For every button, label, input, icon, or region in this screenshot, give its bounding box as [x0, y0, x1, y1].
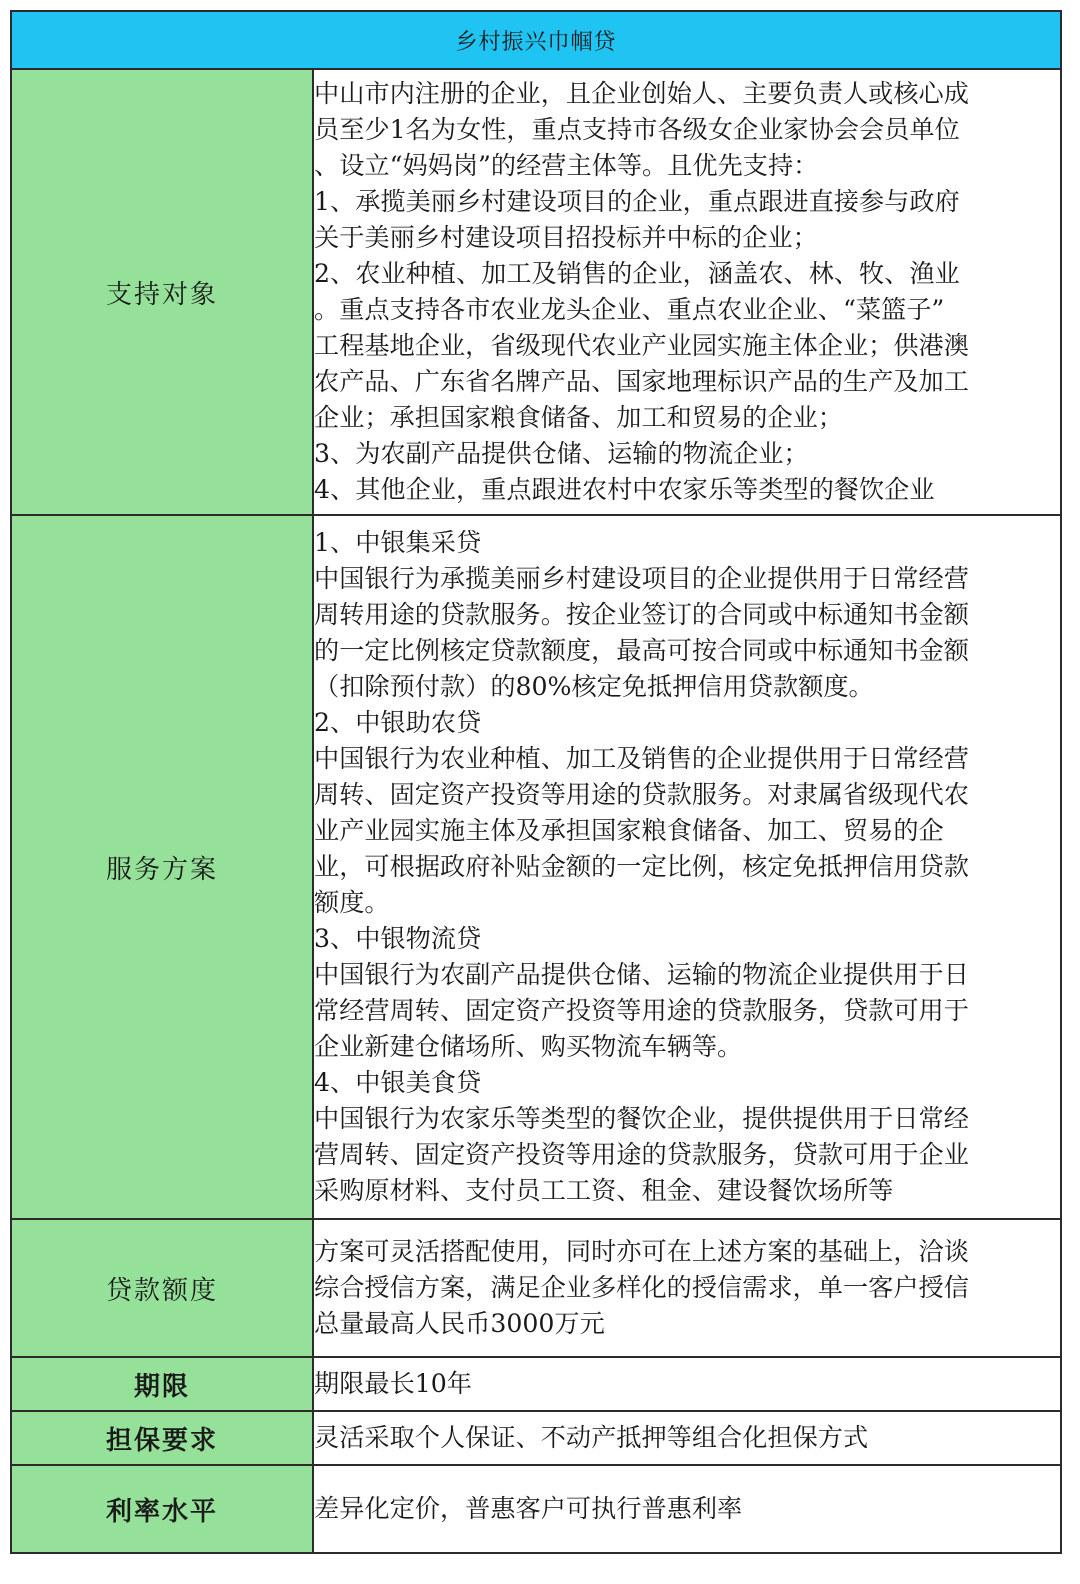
- text-line: 周转用途的贷款服务。按企业签订的合同或中标通知书金额: [314, 600, 969, 629]
- text-line: 企业；承担国家粮食储备、加工和贸易的企业；: [314, 403, 843, 432]
- title-row: [11, 11, 1061, 69]
- text-line: （扣除预付款）的80%核定免抵押信用贷款额度。: [314, 672, 874, 701]
- text-line: 。重点支持各市农业龙头企业、重点农业企业、“菜篮子”: [314, 295, 945, 324]
- text-line: 采购原材料、支付员工工资、租金、建设餐饮场所等: [314, 1176, 894, 1205]
- text-line: 综合授信方案，满足企业多样化的授信需求，单一客户授信: [314, 1273, 969, 1302]
- table-row-interest-rate: [11, 1465, 1061, 1553]
- text-line: 3、为农副产品提供仓储、运输的物流企业；: [314, 439, 809, 468]
- table-row-support-target: [11, 69, 1061, 515]
- text-line: 周转、固定资产投资等用途的贷款服务。对隶属省级现代农: [314, 780, 969, 809]
- label-term: 期限: [11, 1357, 313, 1411]
- text-line: 农产品、广东省名牌产品、国家地理标识产品的生产及加工: [314, 367, 969, 396]
- text-line: 中山市内注册的企业，且企业创始人、主要负责人或核心成: [314, 79, 969, 108]
- content-guarantee: [313, 1411, 1061, 1465]
- table-row-term: [11, 1357, 1061, 1411]
- text-line: 、设立“妈妈岗”的经营主体等。且优先支持：: [314, 151, 819, 180]
- text-line: 期限最长10年: [314, 1369, 472, 1398]
- text-line: 常经营周转、固定资产投资等用途的贷款服务，贷款可用于: [314, 996, 969, 1025]
- text-line: 额度。: [314, 888, 390, 917]
- content-support-target: [313, 69, 1061, 515]
- loan-product-table: [10, 10, 1062, 1554]
- text-line: 关于美丽乡村建设项目招投标并中标的企业；: [314, 223, 818, 252]
- text-line: 3、中银物流贷: [314, 924, 482, 953]
- text-line: 企业新建仓储场所、购买物流车辆等。: [314, 1032, 743, 1061]
- text-line: 中国银行为农家乐等类型的餐饮企业，提供提供用于日常经: [314, 1104, 969, 1133]
- text-line: 2、中银助农贷: [314, 708, 482, 737]
- content-interest-rate: [313, 1465, 1061, 1553]
- label-guarantee: 担保要求: [11, 1411, 313, 1465]
- text-line: 业，可根据政府补贴金额的一定比例，核定免抵押信用贷款: [314, 852, 969, 881]
- text-line: 业产业园实施主体及承担国家粮食储备、加工、贸易的企: [314, 816, 944, 845]
- text-line: 差异化定价，普惠客户可执行普惠利率: [314, 1494, 743, 1523]
- content-service-plan: [313, 515, 1061, 1219]
- label-loan-amount: 贷款额度: [11, 1219, 313, 1357]
- text-line: 2、农业种植、加工及销售的企业，涵盖农、林、牧、渔业: [314, 259, 960, 288]
- text-line: 1、承揽美丽乡村建设项目的企业，重点跟进直接参与政府: [314, 187, 960, 216]
- content-loan-amount: [313, 1219, 1061, 1357]
- table-title: 乡村振兴巾帼贷: [11, 11, 1061, 69]
- label-interest-rate: 利率水平: [11, 1465, 313, 1553]
- label-support-target: 支持对象: [11, 69, 313, 515]
- text-line: 4、中银美食贷: [314, 1068, 482, 1097]
- text-line: 中国银行为承揽美丽乡村建设项目的企业提供用于日常经营: [314, 564, 969, 593]
- text-line: 1、中银集采贷: [314, 528, 482, 557]
- text-line: 灵活采取个人保证、不动产抵押等组合化担保方式: [314, 1423, 869, 1452]
- text-line: 员至少1名为女性，重点支持市各级女企业家协会会员单位: [314, 115, 960, 144]
- table-row-guarantee: [11, 1411, 1061, 1465]
- label-service-plan: 服务方案: [11, 515, 313, 1219]
- text-line: 方案可灵活搭配使用，同时亦可在上述方案的基础上，洽谈: [314, 1237, 969, 1266]
- text-line: 工程基地企业，省级现代农业产业园实施主体企业；供港澳: [314, 331, 969, 360]
- table-row-service-plan: [11, 515, 1061, 1219]
- text-line: 中国银行为农副产品提供仓储、运输的物流企业提供用于日: [314, 960, 969, 989]
- text-line: 中国银行为农业种植、加工及销售的企业提供用于日常经营: [314, 744, 969, 773]
- text-line: 的一定比例核定贷款额度，最高可按合同或中标通知书金额: [314, 636, 969, 665]
- text-line: 4、其他企业，重点跟进农村中农家乐等类型的餐饮企业: [314, 475, 935, 504]
- text-line: 营周转、固定资产投资等用途的贷款服务，贷款可用于企业: [314, 1140, 969, 1169]
- content-term: [313, 1357, 1061, 1411]
- text-line: 总量最高人民币3000万元: [314, 1309, 605, 1338]
- table-row-loan-amount: [11, 1219, 1061, 1357]
